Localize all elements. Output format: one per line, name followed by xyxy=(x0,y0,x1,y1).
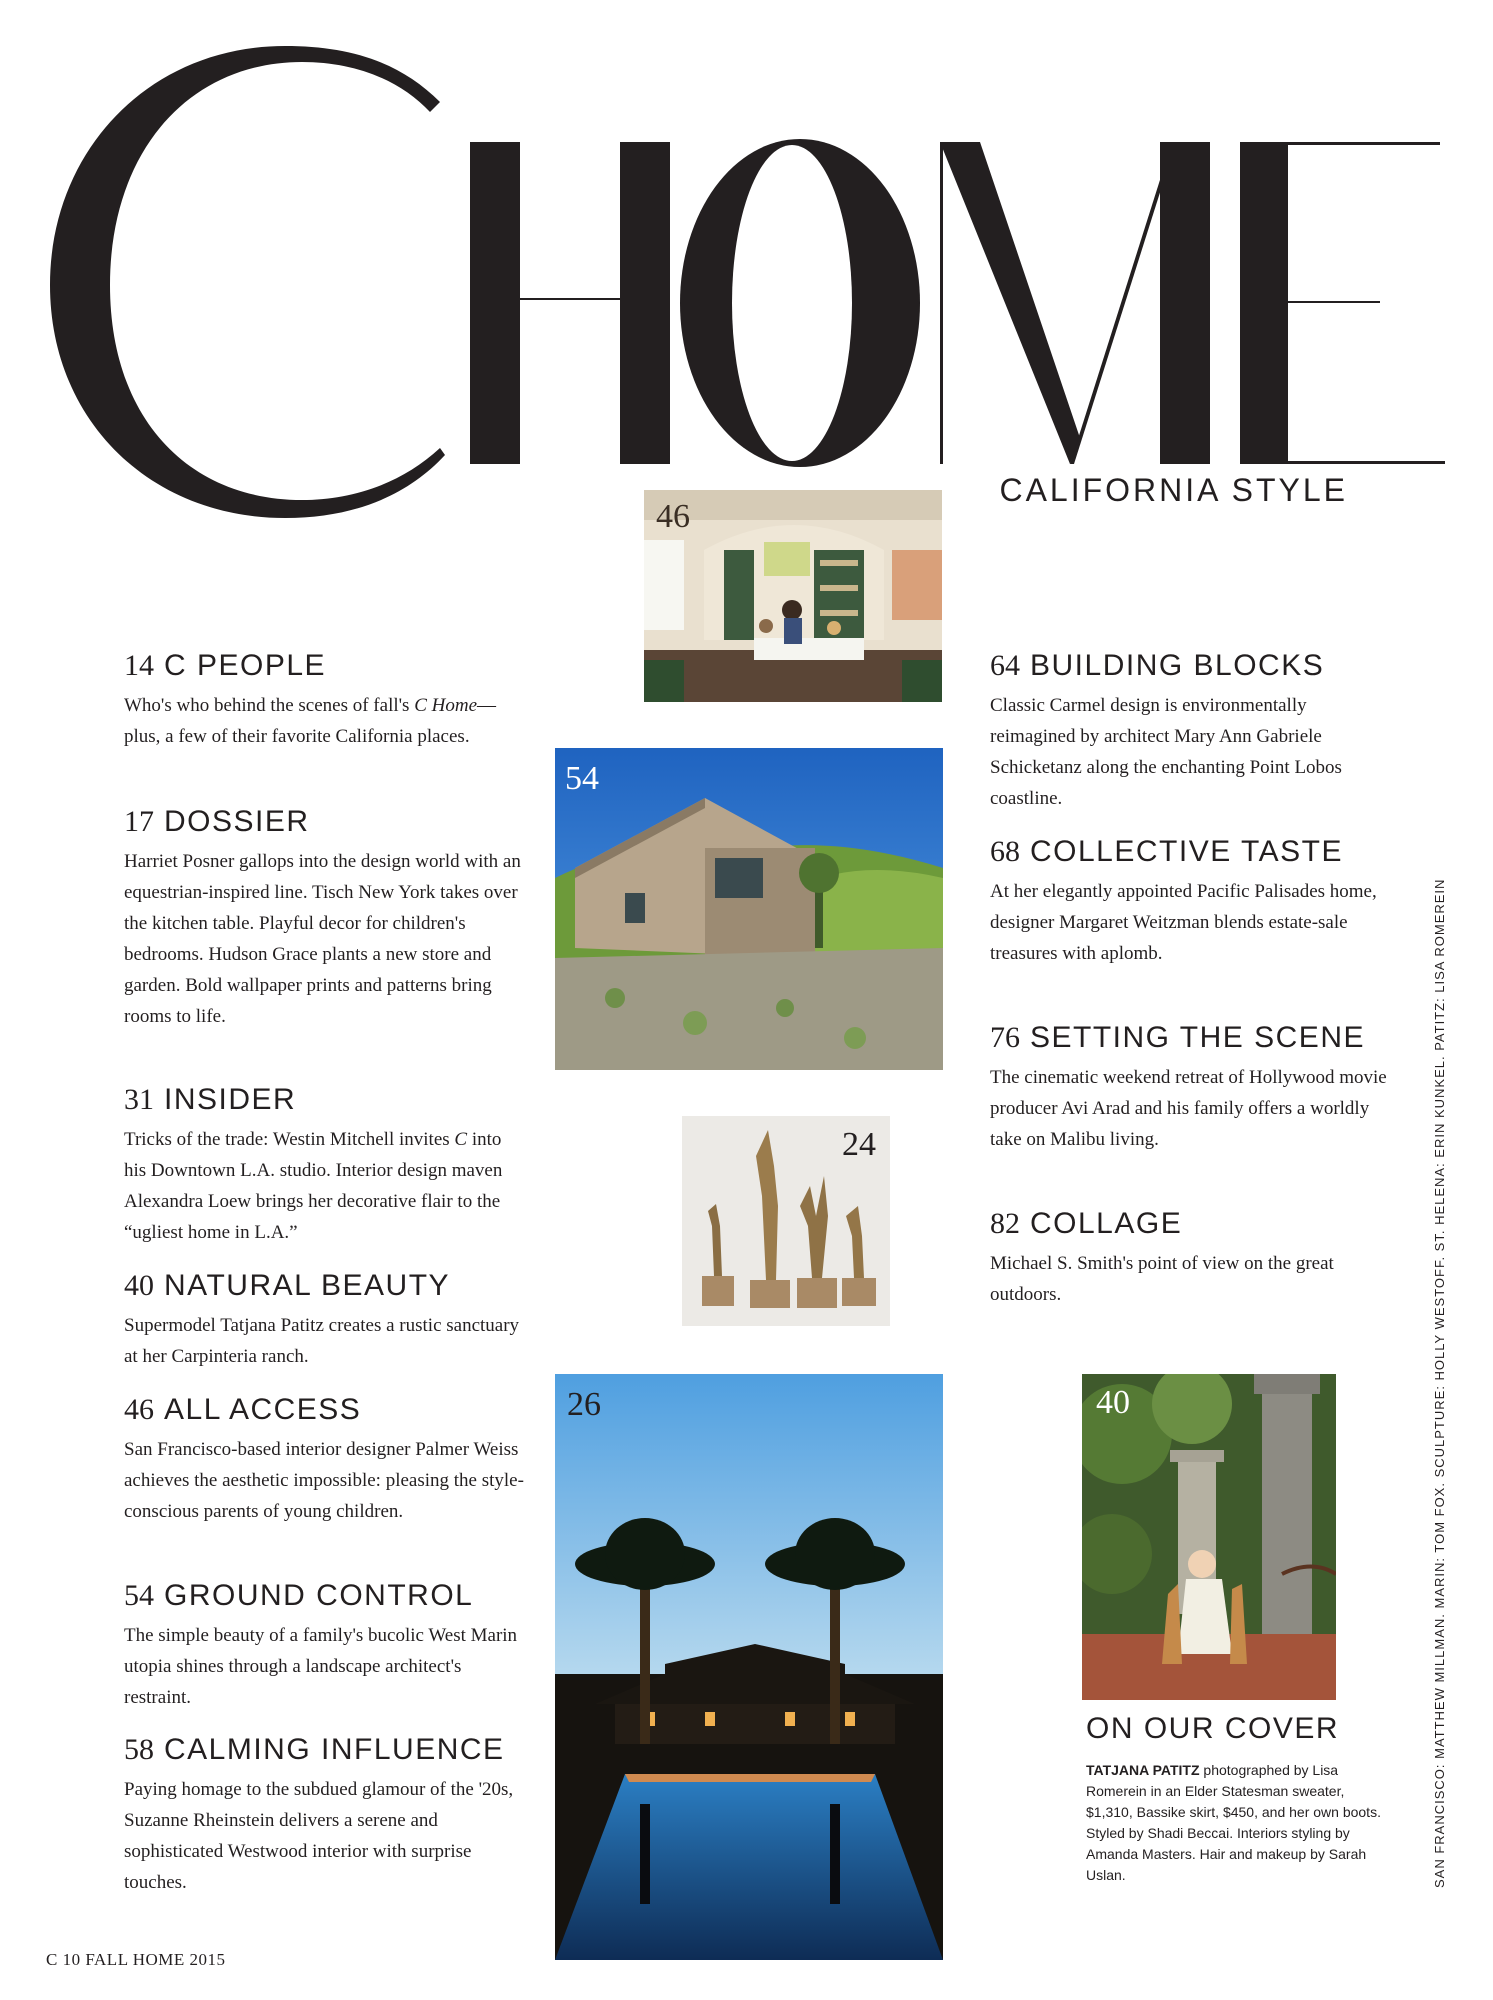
photo-page-number: 46 xyxy=(656,498,690,535)
cover-caption: TATJANA PATITZ photographed by Lisa Romerein in an Elder Statesman sweater, $1,310, Bassike skirt, $450, and her own boots. Styled by Shadi Beccai. Interiors styling by Amanda Masters. Hair and makeup by Sarah Uslan. xyxy=(1086,1762,1381,1883)
entry-description: Who's who behind the scenes of fall's C Home—plus, a few of their favorite California places. xyxy=(124,695,497,747)
entry-description: Tricks of the trade: Westin Mitchell invites C into his Downtown L.A. studio. Interior design maven Alexandra Loew brings her decorative flair to the “ugliest home in L.A.” xyxy=(124,1129,503,1243)
page-number: 64 xyxy=(990,649,1020,682)
photo-credits: SAN FRANCISCO: MATTHEW MILLMAN. MARIN: TOM FOX. SCULPTURE: HOLLY WESTOFF. ST. HELENA: ERIN KUNKEL. PATITZ: LISA ROMEREIN xyxy=(1432,878,1447,1888)
toc-entry-ground-control[interactable] xyxy=(124,1578,524,1713)
page-number: 40 xyxy=(124,1269,154,1302)
entry-heading xyxy=(124,1732,524,1768)
entry-description: San Francisco-based interior designer Palmer Weiss achieves the aesthetic impossible: pleasing the style-conscious parents of young children. xyxy=(124,1439,524,1522)
toc-entry-building-blocks[interactable] xyxy=(990,648,1390,814)
page-number: 54 xyxy=(124,1579,154,1612)
page-number: 31 xyxy=(124,1083,154,1116)
entry-description: Paying homage to the subdued glamour of the '20s, Suzanne Rheinstein delivers a serene and sophisticated Westwood interior with surprise touches. xyxy=(124,1779,514,1893)
entry-heading xyxy=(990,648,1390,684)
entry-title: SETTING THE SCENE xyxy=(1030,1021,1365,1054)
page-number: 82 xyxy=(990,1207,1020,1240)
page-number: 76 xyxy=(990,1021,1020,1054)
page-folio: C 10 FALL HOME 2015 xyxy=(46,1950,226,1969)
page-number: 17 xyxy=(124,805,154,838)
toc-entry-insider[interactable] xyxy=(124,1082,524,1248)
toc-entry-c-people[interactable] xyxy=(124,648,524,752)
toc-entry-natural-beauty[interactable] xyxy=(124,1268,524,1372)
logo-wordmark-home xyxy=(470,138,1450,468)
entry-heading xyxy=(124,1268,524,1304)
toc-entry-collective-taste[interactable] xyxy=(990,834,1390,969)
masthead xyxy=(40,40,1420,520)
entry-title: CALMING INFLUENCE xyxy=(164,1733,505,1766)
entry-description: At her elegantly appointed Pacific Palisades home, designer Margaret Weitzman blends estate-sale treasures with aplomb. xyxy=(990,881,1377,964)
toc-entry-collage[interactable] xyxy=(990,1206,1390,1310)
entry-heading xyxy=(124,648,524,684)
entry-title: COLLECTIVE TASTE xyxy=(1030,835,1343,868)
entry-title: DOSSIER xyxy=(164,805,310,838)
photo-page-number: 26 xyxy=(567,1386,601,1423)
entry-title: COLLAGE xyxy=(1030,1207,1183,1240)
entry-title: GROUND CONTROL xyxy=(164,1579,474,1612)
cover-image xyxy=(1082,1374,1336,1700)
toc-entry-setting-the-scene[interactable] xyxy=(990,1020,1390,1155)
entry-title: INSIDER xyxy=(164,1083,297,1116)
page-number: 14 xyxy=(124,649,154,682)
photo-pool-26[interactable] xyxy=(555,1374,943,1960)
photo-cover-40[interactable] xyxy=(1082,1374,1336,1700)
pool-image xyxy=(555,1374,943,1960)
photo-house-54[interactable] xyxy=(555,748,943,1070)
entry-heading xyxy=(124,1082,524,1118)
entry-heading xyxy=(124,1392,524,1428)
entry-description: Supermodel Tatjana Patitz creates a rustic sanctuary at her Carpinteria ranch. xyxy=(124,1315,520,1367)
entry-title: ALL ACCESS xyxy=(164,1393,362,1426)
entry-heading xyxy=(124,804,524,840)
house-image xyxy=(555,748,943,1070)
entry-heading xyxy=(124,1578,524,1614)
entry-title: BUILDING BLOCKS xyxy=(1030,649,1325,682)
photo-sculpture-24[interactable] xyxy=(682,1116,890,1326)
entry-description: Classic Carmel design is environmentally reimagined by architect Mary Ann Gabriele Schicketanz along the enchanting Point Lobos coastline. xyxy=(990,695,1342,809)
cover-model-name: TATJANA PATITZ xyxy=(1086,1762,1200,1778)
entry-description: The cinematic weekend retreat of Hollywood movie producer Avi Arad and his family offers a worldly take on Malibu living. xyxy=(990,1067,1387,1150)
cover-heading: ON OUR COVER xyxy=(1086,1712,1340,1745)
toc-entry-dossier[interactable] xyxy=(124,804,524,1032)
entry-title: NATURAL BEAUTY xyxy=(164,1269,451,1302)
photo-playroom-46[interactable] xyxy=(644,490,942,702)
page-number: 58 xyxy=(124,1733,154,1766)
photo-page-number: 40 xyxy=(1096,1384,1130,1421)
entry-description: The simple beauty of a family's bucolic West Marin utopia shines through a landscape architect's restraint. xyxy=(124,1625,518,1708)
toc-entry-calming-influence[interactable] xyxy=(124,1732,524,1898)
entry-heading xyxy=(990,1206,1390,1242)
photo-page-number: 24 xyxy=(842,1126,876,1163)
page-number: 68 xyxy=(990,835,1020,868)
logo-letter-c xyxy=(40,40,480,520)
photo-page-number: 54 xyxy=(565,760,599,797)
page-number: 46 xyxy=(124,1393,154,1426)
tagline: CALIFORNIA STYLE xyxy=(999,472,1348,508)
entry-title: C PEOPLE xyxy=(164,649,327,682)
entry-description: Michael S. Smith's point of view on the great outdoors. xyxy=(990,1253,1334,1305)
entry-heading xyxy=(990,1020,1390,1056)
entry-heading xyxy=(990,834,1390,870)
toc-entry-all-access[interactable] xyxy=(124,1392,524,1527)
entry-description: Harriet Posner gallops into the design world with an equestrian-inspired line. Tisch New York takes over the kitchen table. Playful decor for children's bedrooms. Hudson Grace plants a new store and garden. Bold wallpaper prints and patterns bring rooms to life. xyxy=(124,851,521,1027)
